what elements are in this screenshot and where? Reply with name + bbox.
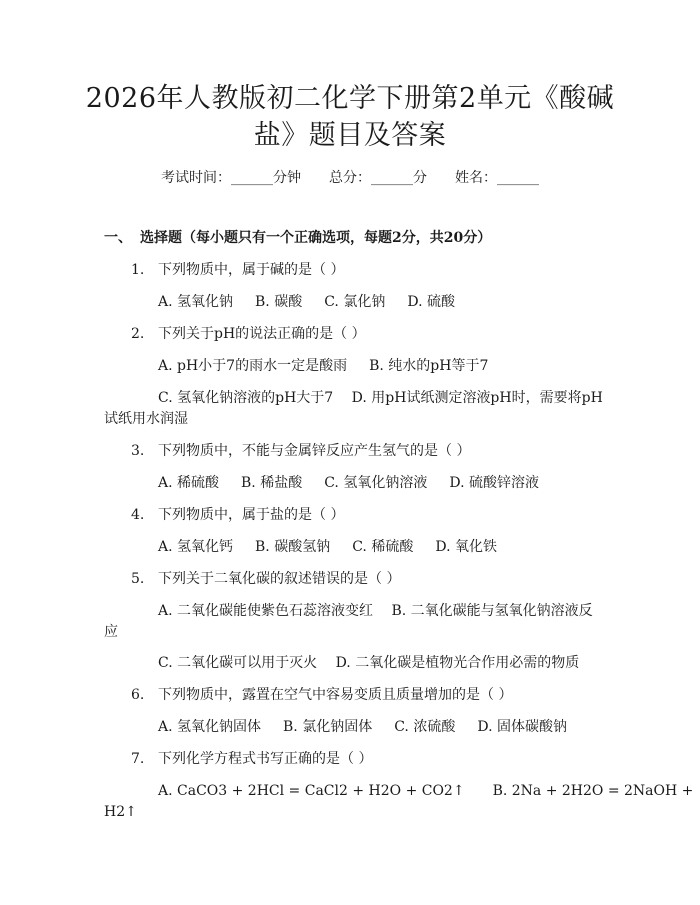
option-d: D. 固体碳酸钠 — [477, 719, 567, 735]
option-b: B. 稀盐酸 — [241, 475, 303, 491]
option-a-b: A. 二氧化碳能使紫色石蕊溶液变红 B. 二氧化碳能与氢氧化钠溶液反 — [158, 603, 593, 619]
question-options-wrap — [104, 409, 188, 429]
section-title: 选择题（每小题只有一个正确选项，每题2分，共20分） — [140, 230, 492, 246]
option-b: B. 氯化钠固体 — [283, 719, 373, 735]
exam-time-field: 考试时间：______分钟 — [161, 170, 301, 186]
question-options-line — [158, 653, 579, 673]
question-number: 7. — [131, 751, 145, 767]
option-b-continued: H2↑ — [104, 804, 137, 820]
question-options-line — [158, 388, 603, 408]
question-options — [158, 537, 497, 557]
question-text: 下列关于二氧化碳的叙述错误的是（ ） — [158, 571, 401, 587]
option-a: A. pH小于7的雨水一定是酸雨 — [158, 358, 348, 374]
student-name-field: 姓名：______ — [455, 170, 539, 186]
document-title — [60, 80, 640, 154]
question-options — [158, 717, 567, 737]
question-number: 5. — [131, 571, 145, 587]
option-c-d: C. 二氧化碳可以用于灭火 D. 二氧化碳是植物光合作用必需的物质 — [158, 655, 580, 671]
question-text: 下列物质中，属于碱的是（ ） — [158, 262, 345, 278]
option-c: C. 氯化钠 — [324, 294, 386, 310]
question-text: 下列关于pH的说法正确的是（ ） — [158, 326, 366, 342]
option-d: D. 氧化铁 — [435, 539, 497, 555]
section-heading — [104, 228, 491, 248]
option-a: A. 氢氧化钙 — [158, 539, 234, 555]
option-d: D. 硫酸 — [407, 294, 455, 310]
option-c: C. 稀硫酸 — [352, 539, 414, 555]
question-stem — [131, 749, 372, 769]
option-c: C. 氢氧化钠溶液 — [324, 475, 428, 491]
question-number: 1. — [131, 262, 145, 278]
question-options-wrap — [104, 622, 118, 642]
option-d-continued: 试纸用水润湿 — [104, 411, 188, 427]
option-a-b: A. CaCO3 + 2HCl = CaCl2 + H2O + CO2↑ B. 2Na + 2H2O = 2NaOH + — [158, 783, 694, 799]
question-text: 下列化学方程式书写正确的是（ ） — [158, 751, 373, 767]
question-stem — [131, 569, 400, 589]
question-options — [158, 292, 455, 312]
option-c-d: C. 氢氧化钠溶液的pH大于7 D. 用pH试纸测定溶液pH时，需要将pH — [158, 390, 603, 406]
question-options — [158, 356, 488, 376]
question-text: 下列物质中，不能与金属锌反应产生氢气的是（ ） — [158, 443, 471, 459]
section-number: 一、 — [104, 230, 132, 246]
question-stem — [131, 685, 512, 705]
option-a: A. 氢氧化钠固体 — [158, 719, 262, 735]
option-d: D. 硫酸锌溶液 — [449, 475, 539, 491]
option-b: B. 碳酸氢钠 — [255, 539, 331, 555]
option-b: B. 碳酸 — [255, 294, 303, 310]
question-number: 3. — [131, 443, 145, 459]
exam-info — [0, 168, 700, 188]
question-text: 下列物质中，露置在空气中容易变质且质量增加的是（ ） — [158, 687, 513, 703]
question-number: 6. — [131, 687, 145, 703]
question-number: 2. — [131, 326, 145, 342]
question-stem — [131, 260, 344, 280]
question-stem — [131, 324, 366, 344]
question-options-line — [158, 601, 593, 621]
option-a: A. 氢氧化钠 — [158, 294, 234, 310]
question-stem — [131, 441, 470, 461]
title-line-2: 盐》题目及答案 — [253, 120, 447, 151]
question-text: 下列物质中，属于盐的是（ ） — [158, 507, 345, 523]
question-number: 4. — [131, 507, 145, 523]
option-b-continued: 应 — [104, 624, 118, 640]
option-a: A. 稀硫酸 — [158, 475, 220, 491]
total-score-field: 总分：______分 — [329, 170, 427, 186]
title-line-1: 2026年人教版初二化学下册第2单元《酸碱 — [85, 83, 615, 114]
question-options — [158, 473, 539, 493]
question-options-wrap — [104, 802, 137, 822]
option-b: B. 纯水的pH等于7 — [369, 358, 489, 374]
question-options-line — [158, 781, 693, 801]
question-stem — [131, 505, 344, 525]
option-c: C. 浓硫酸 — [394, 719, 456, 735]
